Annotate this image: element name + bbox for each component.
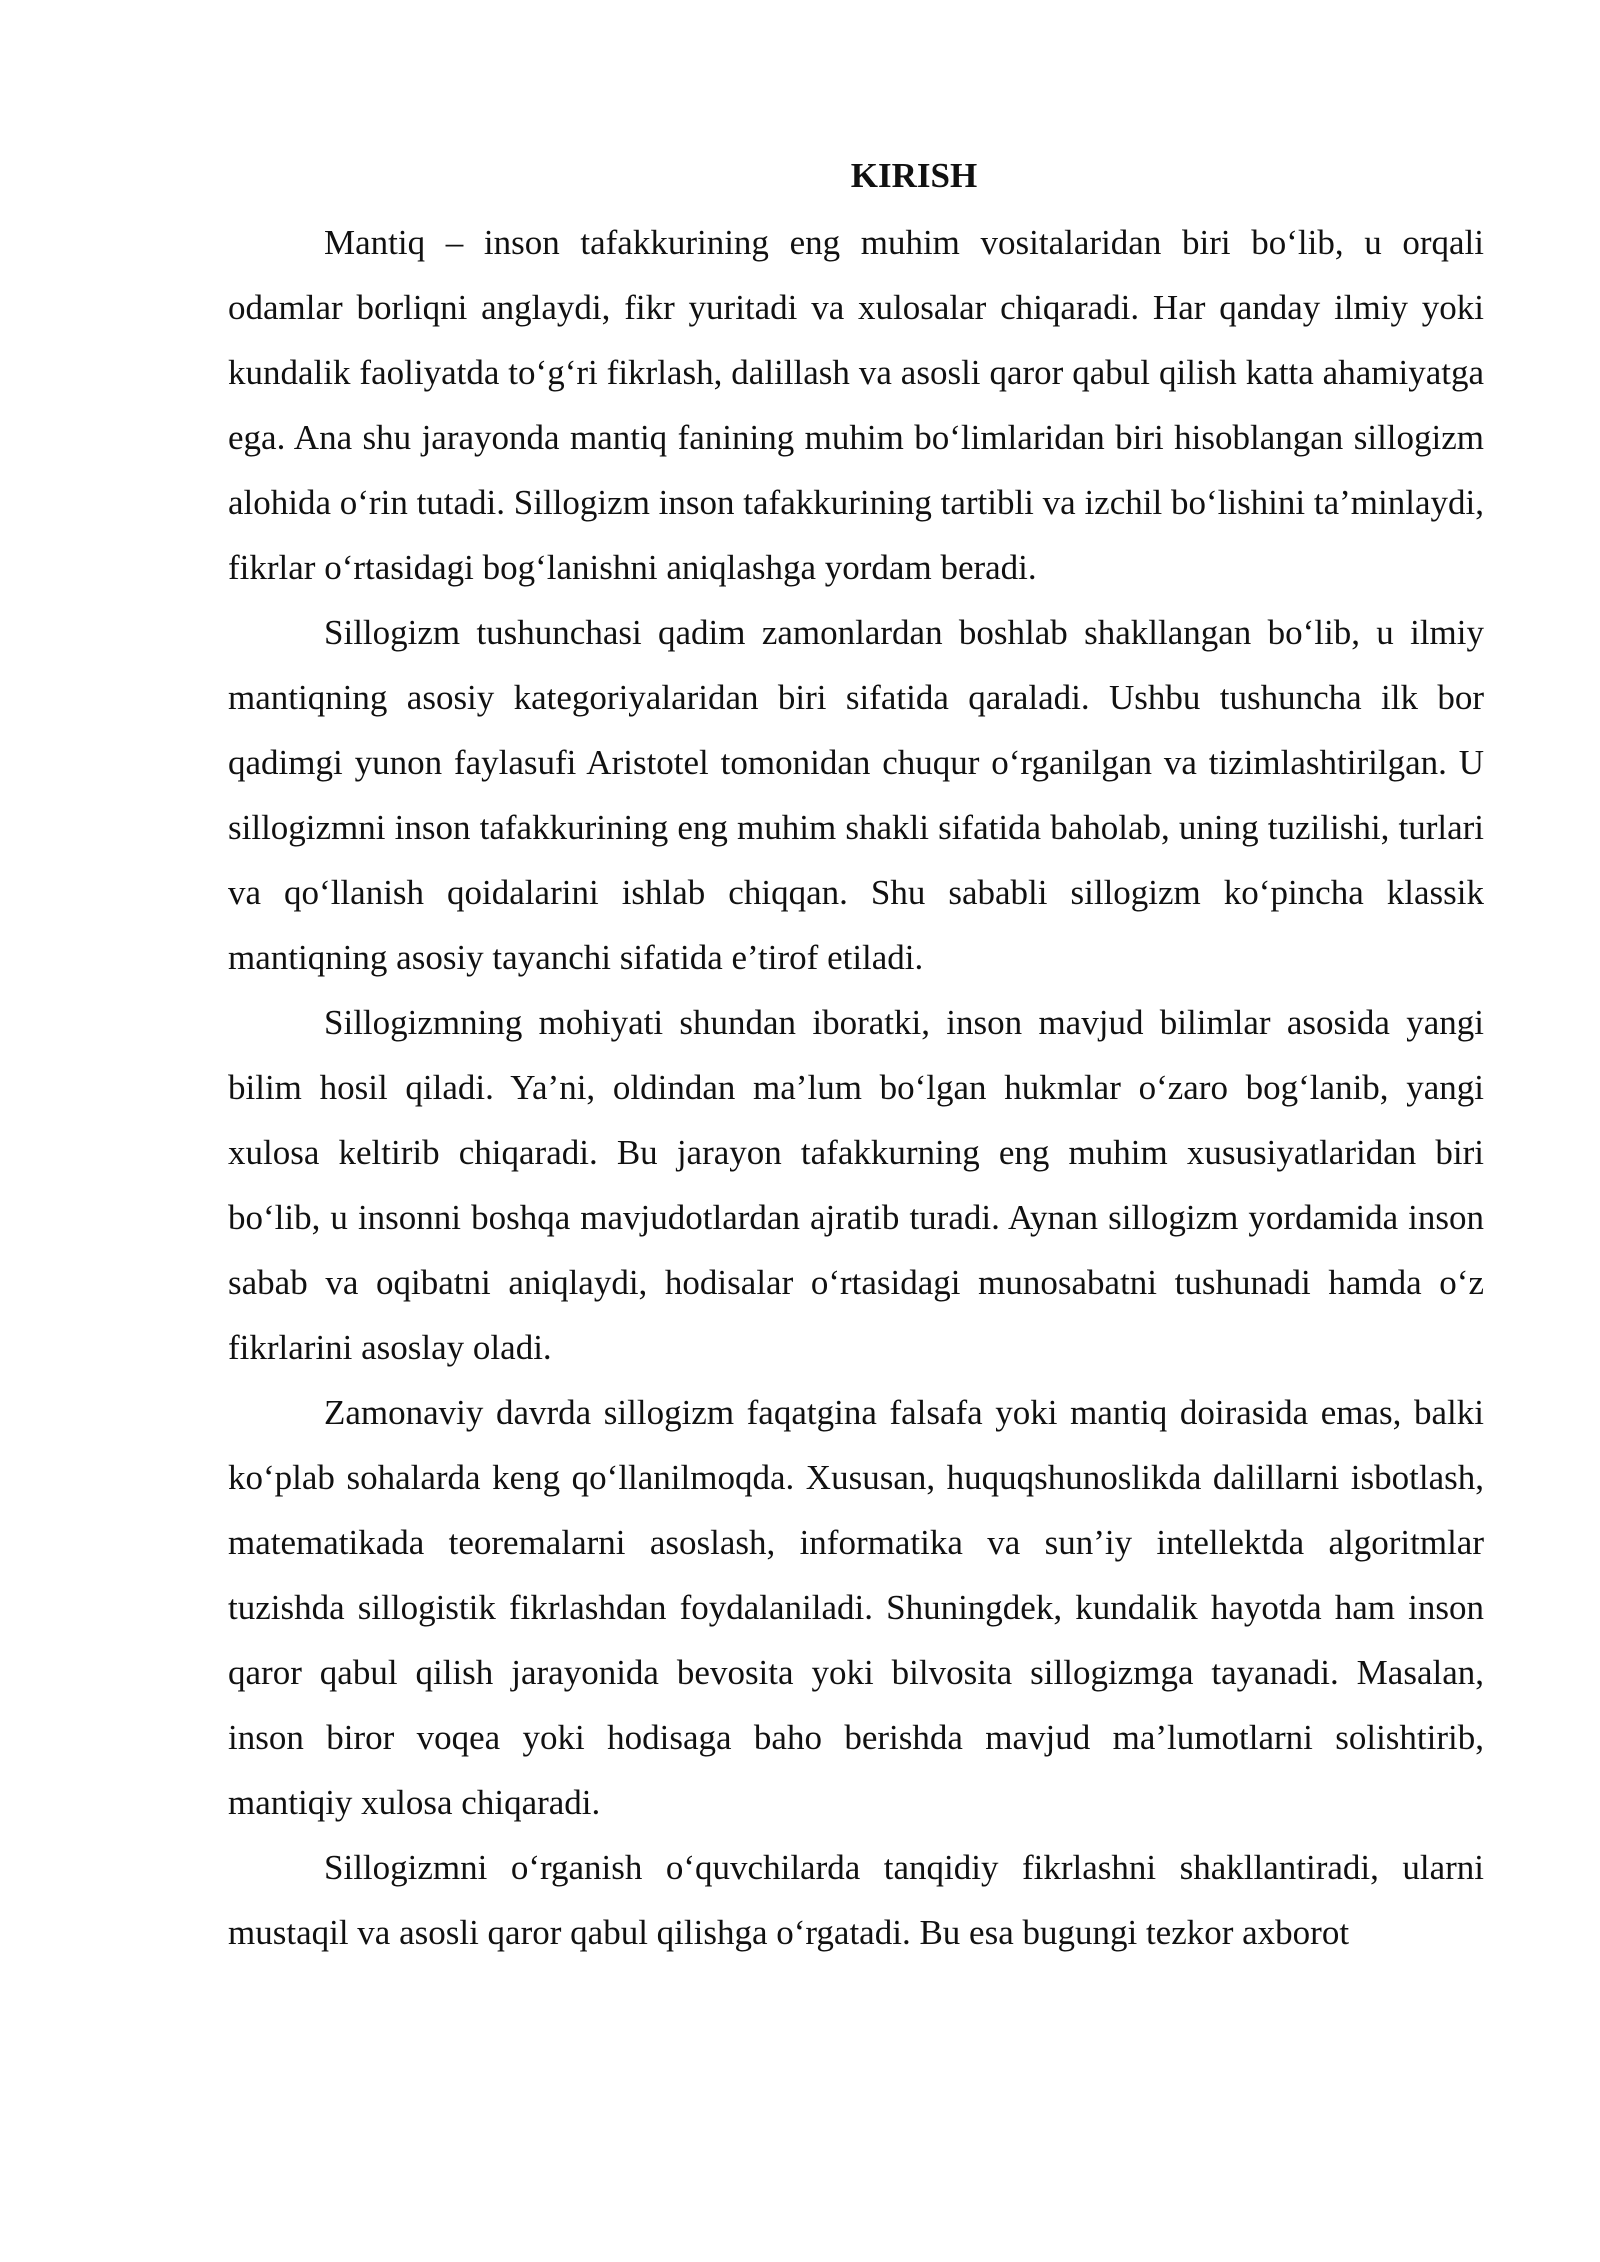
paragraph-2: Sillogizm tushunchasi qadim zamonlardan boshlab shakllangan bo‘lib, u ilmiy mantiqning asosiy kategoriyalaridan biri sifatida qaraladi. Ushbu tushuncha ilk bor qadimgi yunon faylasufi Aristotel tomonidan chuqur o‘rganilgan va tizimlashtirilgan. U sillogizmni inson tafakkurining eng muhim shakli sifatida baholab, uning tuzilishi, turlari va qo‘llanish qoidalarini ishlab chiqqan. Shu sababli sillogizm ko‘pincha klassik mantiqning asosiy tayanchi sifatida e’tirof etiladi. [228, 613, 1484, 977]
paragraph-4: Zamonaviy davrda sillogizm faqatgina falsafa yoki mantiq doirasida emas, balki ko‘plab sohalarda keng qo‘llanilmoqda. Xususan, huquqshunoslikda dalillarni isbotlash, matematikada teoremalarni asoslash, informatika va sun’iy intellektda algoritmlar tuzishda sillogistik fikrlashdan foydalaniladi. Shuningdek, kundalik hayotda ham inson qaror qabul qilish jarayonida bevosita yoki bilvosita sillogizmga tayanadi. Masalan, inson biror voqea yoki hodisaga baho berishda mavjud ma’lumotlarni solishtirib, mantiqiy xulosa chiqaradi. [228, 1393, 1484, 1822]
paragraph-3: Sillogizmning mohiyati shundan iboratki, inson mavjud bilimlar asosida yangi bilim hosil qiladi. Ya’ni, oldindan ma’lum bo‘lgan hukmlar o‘zaro bog‘lanib, yangi xulosa keltirib chiqaradi. Bu jarayon tafakkurning eng muhim xususiyatlaridan biri bo‘lib, u insonni boshqa mavjudotlardan ajratib turadi. Aynan sillogizm yordamida inson sabab va oqibatni aniqlaydi, hodisalar o‘rtasidagi munosabatni tushunadi hamda o‘z fikrlarini asoslay oladi. [228, 1003, 1484, 1367]
document-body [228, 210, 1484, 1965]
paragraph-5: Sillogizmni o‘rganish o‘quvchilarda tanqidiy fikrlashni shakllantiradi, ularni mustaqil va asosli qaror qabul qilishga o‘rgatadi. Bu esa bugungi tezkor axborot [228, 1848, 1484, 1952]
paragraph-1: Mantiq – inson tafakkurining eng muhim vositalaridan biri bo‘lib, u orqali odamlar borliqni anglaydi, fikr yuritadi va xulosalar chiqaradi. Har qanday ilmiy yoki kundalik faoliyatda to‘g‘ri fikrlash, dalillash va asosli qaror qabul qilish katta ahamiyatga ega. Ana shu jarayonda mantiq fanining muhim bo‘limlaridan biri hisoblangan sillogizm alohida o‘rin tutadi. Sillogizm inson tafakkurining tartibli va izchil bo‘lishini ta’minlaydi, fikrlar o‘rtasidagi bog‘lanishni aniqlashga yordam beradi. [228, 223, 1484, 587]
document-title: KIRISH [850, 156, 978, 195]
